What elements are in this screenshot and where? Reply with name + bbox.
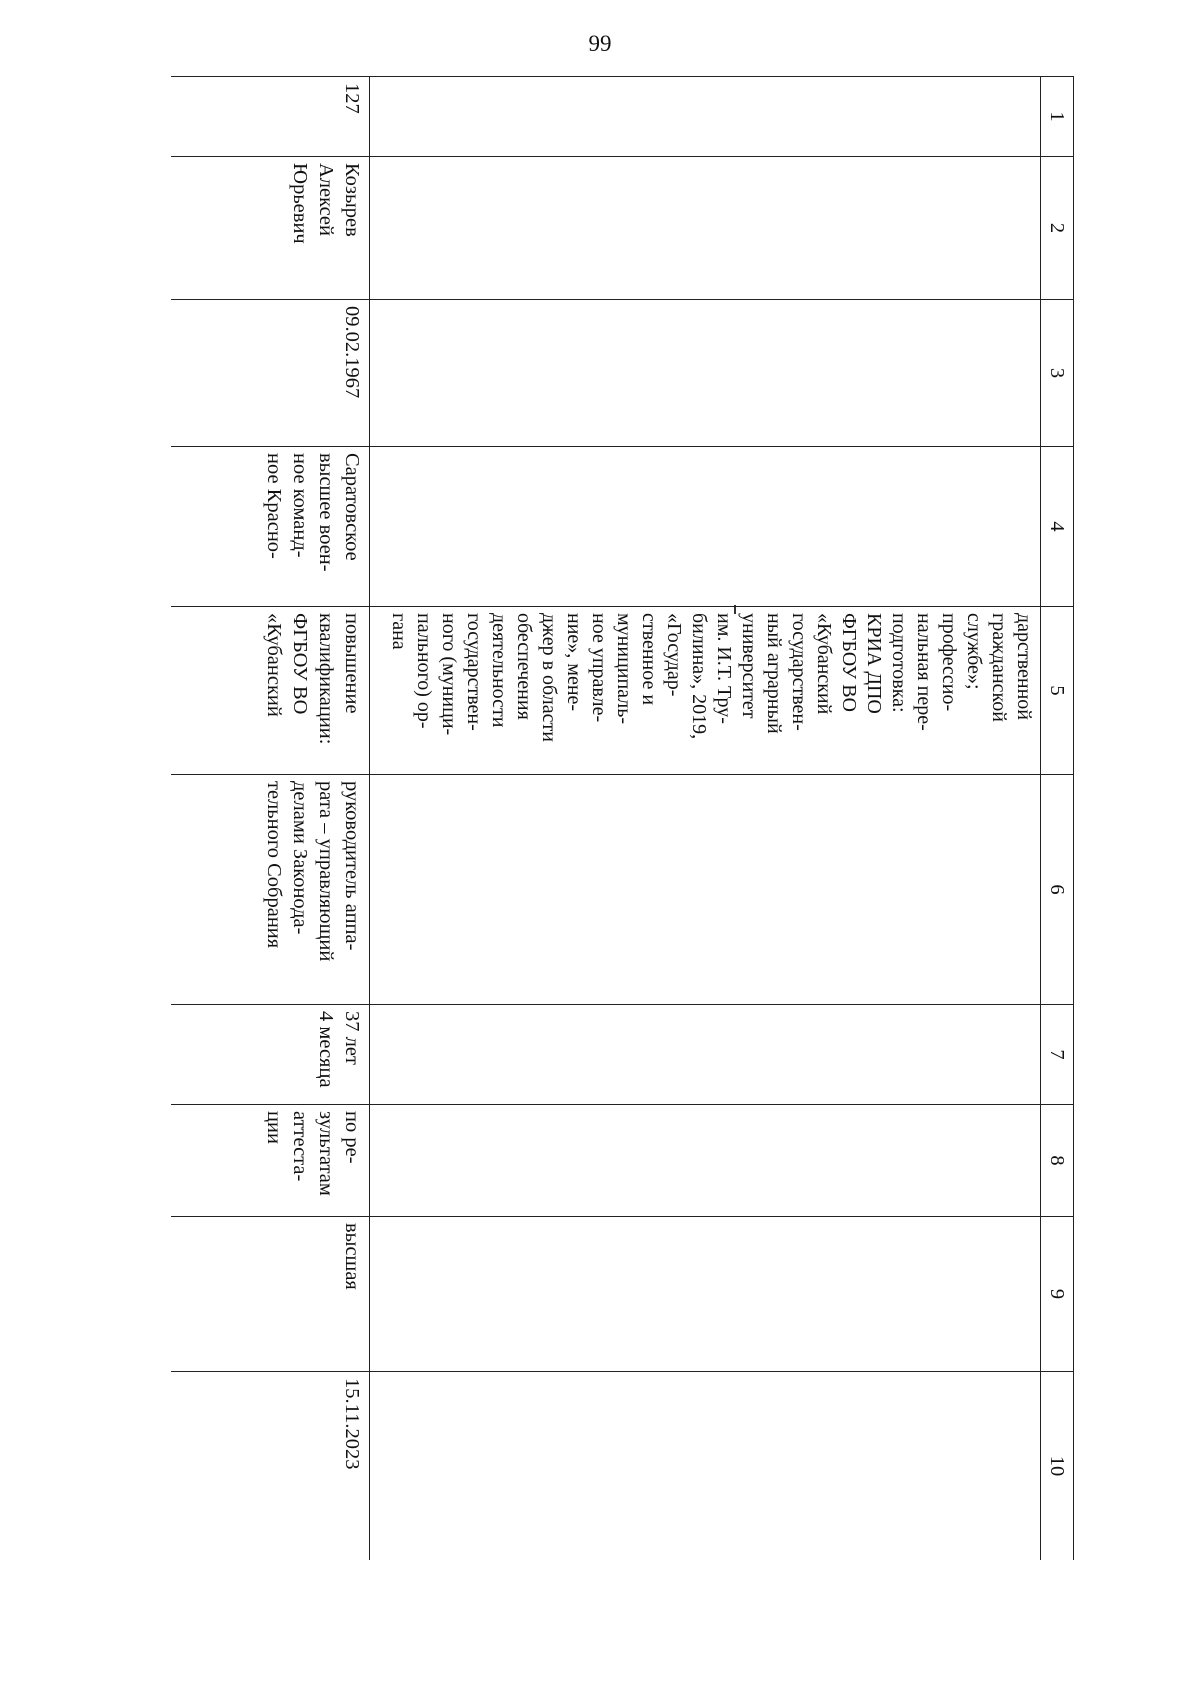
cell-service-length: 37 лет 4 месяца (171, 1005, 370, 1105)
column-number-9: 9 (1041, 1217, 1074, 1372)
personnel-table (171, 76, 1074, 1560)
cell-group: высшая (171, 1217, 370, 1372)
cell-continuation-8 (370, 1105, 1041, 1217)
cell-continuation-2 (370, 157, 1041, 300)
cell-continuation-6 (370, 775, 1041, 1005)
cell-education-continuation: дарственной гражданской службе»; профессио- нальная пере- подготовка: КРИА ДПО ФГБОУ ВО «Кубанский государствен- ный аграрный университет им. И.Т. Тру- билина», 2019, «Государ- ственное и муниципаль- ное управле- ние», мене- джер в области обеспечения деятельности государствен- ного (муници- пального) ор- гана (370, 607, 1041, 775)
cell-continuation-3 (370, 300, 1041, 447)
cell-education: Саратовское высшее воен- ное команд- ное Красно- (171, 447, 370, 607)
rotated-table-wrapper (171, 76, 1074, 1560)
cell-basis: по ре- зультатам аттеста- ции (171, 1105, 370, 1217)
cell-continuation-9 (370, 1217, 1041, 1372)
column-number-3: 3 (1041, 300, 1074, 447)
column-number-8: 8 (1041, 1105, 1074, 1217)
column-number-6: 6 (1041, 775, 1074, 1005)
cell-continuation-4 (370, 447, 1041, 607)
column-number-7: 7 (1041, 1005, 1074, 1105)
page-number: 99 (588, 31, 612, 56)
table-row-continuation (370, 77, 1041, 1561)
cell-continuation-1 (370, 77, 1041, 157)
cell-continuation-7 (370, 1005, 1041, 1105)
column-number-4: 4 (1041, 447, 1074, 607)
cell-position: руководитель аппа- рата – управляющий делами Законода- тельного Собрания (171, 775, 370, 1005)
cell-record-number: 127 (171, 77, 370, 157)
column-number-1: 1 (1041, 77, 1074, 157)
table-row-127 (171, 77, 370, 1561)
column-number-row (1041, 77, 1074, 1561)
column-number-2: 2 (1041, 157, 1074, 300)
cell-date: 15.11.2023 (171, 1372, 370, 1561)
cell-birth-date: 09.02.1967 (171, 300, 370, 447)
column-number-10: 10 (1041, 1372, 1074, 1561)
column-number-5: 5 (1041, 607, 1074, 775)
cell-continuation-10 (370, 1372, 1041, 1561)
table-frame (171, 76, 1074, 1560)
cell-full-name: Козырев Алексей Юрьевич (171, 157, 370, 300)
cell-additional-education: повышение квалификации: ФГБОУ ВО «Кубанский (171, 607, 370, 775)
